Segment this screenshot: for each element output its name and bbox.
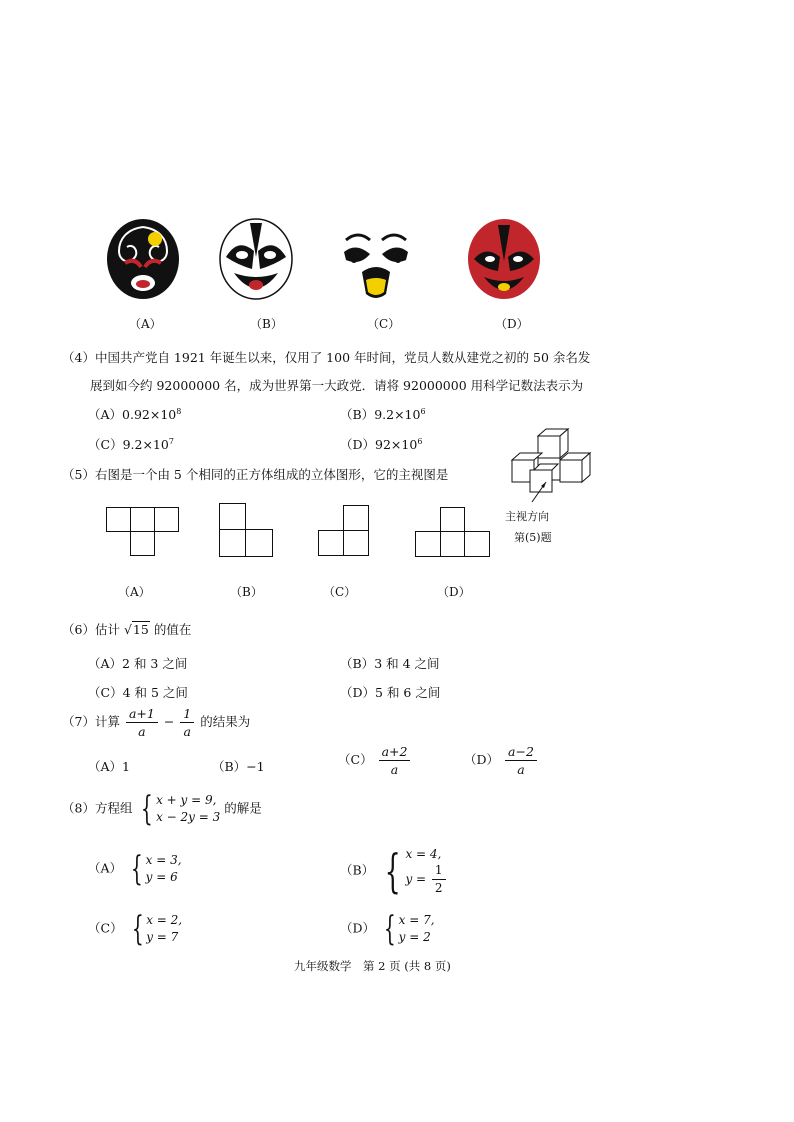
mask-d-label: （D） xyxy=(495,317,529,331)
q8-option-a-label: （A） xyxy=(88,860,123,876)
q8-option-b-fraction xyxy=(432,863,446,896)
q8-option-d[interactable] xyxy=(340,909,435,949)
q8-eq1: x + y = 9, xyxy=(156,793,217,807)
q5-option-b-view[interactable] xyxy=(219,503,275,559)
q7-option-a-text: 1 xyxy=(122,759,130,774)
q7-option-b[interactable] xyxy=(212,757,265,775)
q8-option-b-l1: x = 4, xyxy=(405,847,442,861)
q8-option-c[interactable] xyxy=(88,909,183,949)
q7-option-d-label: （D） xyxy=(464,752,500,767)
q8-option-c-brace: { xyxy=(131,909,144,949)
q8-option-d-l2: y = 2 xyxy=(398,930,431,944)
mask-a-label: （A） xyxy=(129,317,162,331)
q6-number: （6） xyxy=(62,622,95,637)
q7-option-c-den: a xyxy=(390,762,399,777)
q4-option-b-base: 9.2×10 xyxy=(374,407,421,422)
q8-option-b-den: 2 xyxy=(434,881,443,895)
q8-option-b[interactable] xyxy=(340,846,448,896)
q4-option-a-exp: 8 xyxy=(176,407,182,416)
q4-option-b-label: （B） xyxy=(340,407,375,422)
q7-option-b-text: −1 xyxy=(246,759,265,774)
q4-option-a-label: （A） xyxy=(88,407,123,422)
q6-sqrt: √15 xyxy=(123,622,149,637)
q4-option-c[interactable] xyxy=(88,435,174,453)
q4-option-c-exp: 7 xyxy=(168,437,174,446)
q7-option-d-num: a−2 xyxy=(505,744,537,761)
q8-number: （8） xyxy=(62,800,95,816)
q6-option-d-text: 5 和 6 之间 xyxy=(375,685,441,700)
q8-option-a-l2: y = 6 xyxy=(145,870,178,884)
q8-stem xyxy=(62,789,262,829)
q5-number: （5） xyxy=(62,467,95,482)
q6-option-c-label: （C） xyxy=(88,685,123,700)
q4-option-c-base: 9.2×10 xyxy=(122,437,169,452)
q6-option-d[interactable] xyxy=(340,683,440,701)
q5-stem xyxy=(62,465,448,483)
q5-option-d-view[interactable] xyxy=(414,507,492,559)
q7-frac2-den: a xyxy=(183,724,191,739)
q7-option-c-fraction xyxy=(379,744,411,777)
q4-stem-line1 xyxy=(62,348,590,366)
q4-text-line2: 展到如今约 92000000 名，成为世界第一大政党．请将 92000000 用科学记数法表示为 xyxy=(90,378,584,393)
q8-option-b-num: 1 xyxy=(432,863,446,880)
q4-option-b-exp: 6 xyxy=(420,407,426,416)
q4-option-d-base: 92×10 xyxy=(375,437,418,452)
q8-brace: { xyxy=(141,789,154,829)
q5-figure-caption: 第(5)题 xyxy=(514,531,552,544)
mask-b-label: （B） xyxy=(250,317,283,331)
q5-arrow-label: 主视方向 xyxy=(505,510,549,523)
q8-eq2: x − 2y = 3 xyxy=(156,810,221,824)
q8-post: 的解是 xyxy=(224,800,262,816)
q4-option-a-base: 0.92×10 xyxy=(122,407,177,422)
q6-option-b-label: （B） xyxy=(340,656,375,671)
q7-option-d-fraction xyxy=(505,744,537,777)
q8-option-a[interactable] xyxy=(88,849,182,889)
q5-option-a-view[interactable] xyxy=(106,507,181,557)
q6-option-d-label: （D） xyxy=(340,685,376,700)
q4-option-d-exp: 6 xyxy=(417,437,423,446)
q7-option-d-den: a xyxy=(517,762,525,777)
q5-option-a-label: （A） xyxy=(118,585,151,599)
q7-frac1-den: a xyxy=(138,724,146,739)
q7-option-d[interactable] xyxy=(464,744,539,777)
q5-cube-figure xyxy=(508,426,592,510)
q6-option-b-text: 3 和 4 之间 xyxy=(374,656,440,671)
q8-option-b-label: （B） xyxy=(340,862,375,878)
q4-option-c-label: （C） xyxy=(88,437,123,452)
q4-option-b[interactable] xyxy=(340,405,426,423)
q6-post: 的值在 xyxy=(153,622,192,637)
q8-option-b-brace: { xyxy=(384,844,401,898)
q6-radicand: 15 xyxy=(132,622,149,637)
q7-post: 的结果为 xyxy=(200,714,251,729)
q8-system xyxy=(136,789,221,829)
q7-frac2-num: 1 xyxy=(180,706,194,723)
q7-fraction-2 xyxy=(180,706,194,739)
q5-option-d-label: （D） xyxy=(437,585,471,599)
q8-option-d-label: （D） xyxy=(340,920,376,936)
q7-option-a[interactable] xyxy=(88,757,130,775)
q4-option-d-label: （D） xyxy=(340,437,376,452)
mask-c-image xyxy=(336,222,416,302)
q7-frac1-num: a+1 xyxy=(126,706,158,723)
page-footer: 九年级数学 第 2 页 (共 8 页) xyxy=(294,959,451,973)
q7-option-c-label: （C） xyxy=(338,752,373,767)
q6-stem xyxy=(62,620,191,638)
mask-a-image xyxy=(105,217,181,301)
mask-c-label: （C） xyxy=(367,317,401,331)
q7-option-c[interactable] xyxy=(338,744,412,777)
q5-option-c-view[interactable] xyxy=(318,505,370,557)
q5-text: 右图是一个由 5 个相同的正方体组成的立体图形，它的主视图是 xyxy=(94,467,449,482)
q6-option-b[interactable] xyxy=(340,654,440,672)
q4-number: （4） xyxy=(62,350,95,365)
q7-pre: 计算 xyxy=(94,714,120,729)
q4-option-d[interactable] xyxy=(340,435,422,453)
q8-option-b-l2-pre: y = xyxy=(405,872,430,886)
q8-pre: 方程组 xyxy=(94,800,133,816)
q6-option-c[interactable] xyxy=(88,683,188,701)
q7-option-c-num: a+2 xyxy=(379,744,411,761)
q6-option-a[interactable] xyxy=(88,654,187,672)
mask-b-image xyxy=(218,217,294,301)
q7-number: （7） xyxy=(62,714,95,729)
q7-option-a-label: （A） xyxy=(88,759,123,774)
q5-option-c-label: （C） xyxy=(323,585,357,599)
q8-option-c-l1: x = 2, xyxy=(146,913,183,927)
q4-option-a[interactable] xyxy=(88,405,181,423)
q8-option-d-l1: x = 7, xyxy=(398,913,435,927)
q7-fraction-1 xyxy=(126,706,158,739)
q7-minus: − xyxy=(163,714,175,729)
q6-option-a-text: 2 和 3 之间 xyxy=(122,656,188,671)
q8-option-c-l2: y = 7 xyxy=(146,930,179,944)
q6-pre: 估计 xyxy=(94,622,120,637)
q8-option-a-l1: x = 3, xyxy=(145,853,182,867)
q8-option-c-label: （C） xyxy=(88,920,123,936)
q4-text-line1: 中国共产党自 1921 年诞生以来，仅用了 100 年时间，党员人数从建党之初的 50 余名发 xyxy=(94,350,591,365)
q7-stem xyxy=(62,706,250,739)
mask-d-image xyxy=(466,217,542,301)
q8-option-d-brace: { xyxy=(383,909,396,949)
q7-option-b-label: （B） xyxy=(212,759,247,774)
q6-option-c-text: 4 和 5 之间 xyxy=(122,685,188,700)
q6-option-a-label: （A） xyxy=(88,656,123,671)
q5-option-b-label: （B） xyxy=(230,585,263,599)
q8-option-a-brace: { xyxy=(130,849,143,889)
